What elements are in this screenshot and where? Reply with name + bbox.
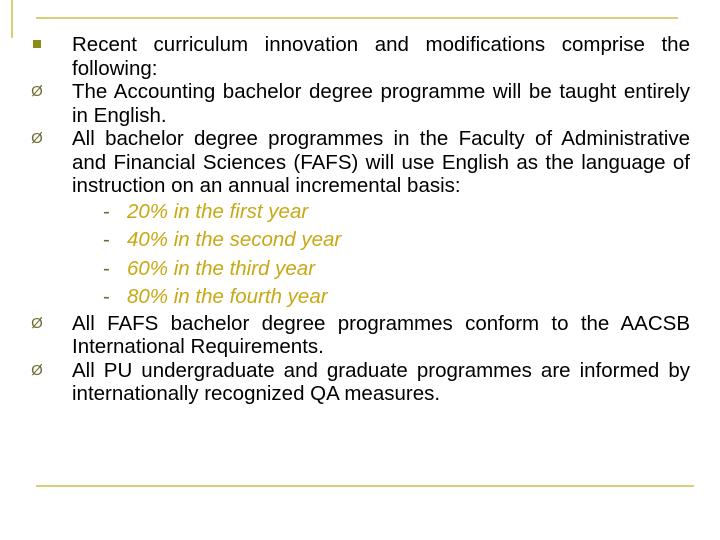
- sub-item-text: 40% in the second year: [127, 228, 342, 251]
- sub-item: [0, 283, 720, 312]
- dash-marker: -: [103, 285, 110, 308]
- arrow-bullet-icon: Ø: [31, 361, 43, 379]
- top-border-rule: [36, 17, 678, 19]
- square-bullet-icon: [27, 33, 47, 57]
- bullet-item: [0, 33, 690, 80]
- bullet-text: All FAFS bachelor degree programmes conform to the AACSB International Requirements.: [72, 311, 690, 358]
- sub-item: [0, 255, 720, 284]
- sub-item: [0, 226, 720, 255]
- bullet-item: [0, 127, 690, 198]
- bullet-item: [0, 312, 690, 359]
- arrow-bullet-icon: Ø: [31, 130, 43, 147]
- bullet-text: The Accounting bachelor degree programme will be taught entirely in English.: [72, 80, 690, 127]
- sub-item: [0, 198, 720, 227]
- arrow-bullet-icon: Ø: [31, 83, 43, 100]
- slide-content: [0, 33, 720, 406]
- sub-item-text: 80% in the fourth year: [127, 285, 328, 308]
- arrow-bullet-icon: Ø: [31, 314, 43, 332]
- bullet-item: [0, 359, 690, 406]
- bullet-text: Recent curriculum innovation and modifications comprise the following:: [72, 33, 690, 80]
- dash-marker: -: [103, 228, 110, 251]
- bottom-border-rule: [36, 485, 694, 487]
- sub-item-text: 20% in the first year: [127, 199, 309, 223]
- dash-marker: -: [103, 199, 110, 223]
- sub-item-text: 60% in the third year: [127, 256, 316, 280]
- bullet-text: All bachelor degree programmes in the Faculty of Administrative and Financial Sciences (FAFS) will use English as the language of instruction on an annual incremental basis:: [72, 127, 690, 197]
- bullet-text: All PU undergraduate and graduate programmes are informed by internationally recognized QA measures.: [72, 358, 690, 405]
- bullet-item: [0, 80, 690, 127]
- dash-marker: -: [103, 256, 110, 280]
